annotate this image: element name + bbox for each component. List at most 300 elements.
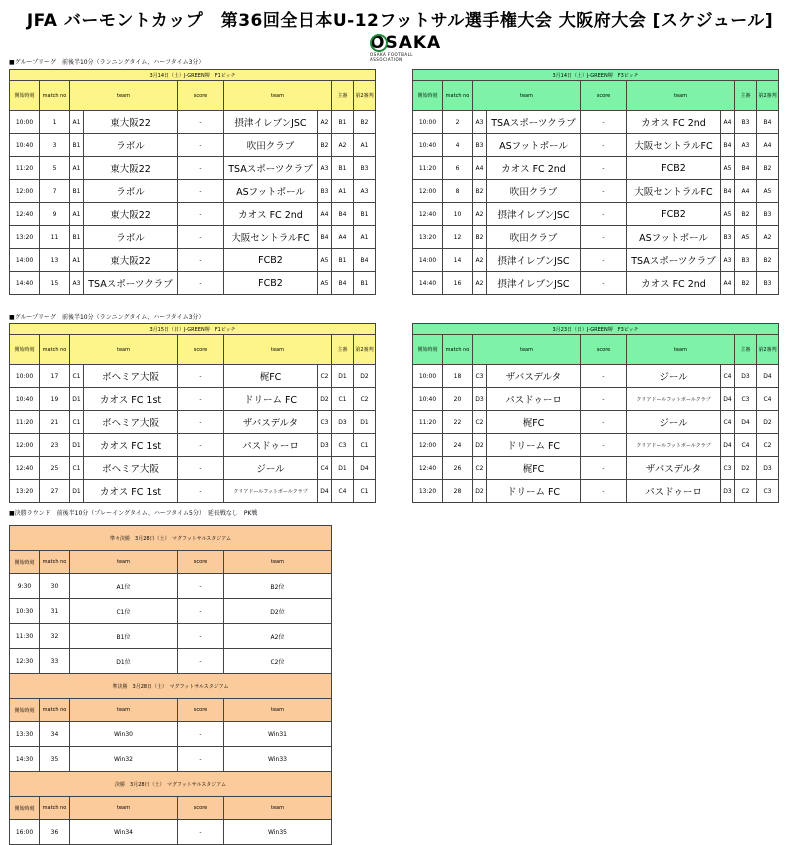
- home-team: カオス FC 1st: [84, 388, 178, 411]
- column-header: score: [178, 335, 224, 365]
- column-header: match no: [40, 335, 70, 365]
- table-row: [413, 388, 779, 411]
- away-team: クリアドールフットボールクラブ: [627, 388, 721, 411]
- table-row: [10, 388, 376, 411]
- second-referee: B2: [757, 157, 779, 180]
- second-referee: A1: [354, 134, 376, 157]
- referee: B1: [332, 249, 354, 272]
- second-referee: B2: [354, 111, 376, 134]
- group-slot: C2: [473, 457, 487, 480]
- table-row: [10, 180, 376, 203]
- table-row: [10, 411, 376, 434]
- group-slot: C3: [473, 365, 487, 388]
- away-team: ASフットボール: [627, 226, 721, 249]
- group-slot: B2: [473, 180, 487, 203]
- score: -: [178, 820, 224, 845]
- knockout-schedule-table: [9, 525, 332, 845]
- group-slot: B4: [721, 134, 735, 157]
- away-team: パスドゥーロ: [224, 434, 318, 457]
- table-row: [10, 365, 376, 388]
- column-header: 開始時刻: [10, 797, 40, 820]
- match-no: 32: [40, 624, 70, 649]
- time: 12:40: [10, 457, 40, 480]
- column-header: match no: [443, 335, 473, 365]
- column-header: team: [70, 81, 178, 111]
- time: 14:40: [413, 272, 443, 295]
- table-row: [413, 226, 779, 249]
- time: 14:00: [413, 249, 443, 272]
- referee: B3: [735, 249, 757, 272]
- table-row: [413, 411, 779, 434]
- group-slot: C1: [70, 365, 84, 388]
- table-row: [413, 480, 779, 503]
- table-row: [10, 203, 376, 226]
- home-team: ボヘミア大阪: [84, 365, 178, 388]
- score: -: [178, 649, 224, 674]
- home-slot: D1位: [70, 649, 178, 674]
- away-team: ASフットボール: [224, 180, 318, 203]
- column-header: team: [224, 699, 332, 722]
- referee: A2: [332, 134, 354, 157]
- second-referee: A1: [354, 226, 376, 249]
- home-team: 吹田クラブ: [487, 226, 581, 249]
- referee: D3: [332, 411, 354, 434]
- column-header: match no: [443, 81, 473, 111]
- match-no: 4: [443, 134, 473, 157]
- match-no: 28: [443, 480, 473, 503]
- home-team: 東大阪22: [84, 111, 178, 134]
- referee: B4: [332, 203, 354, 226]
- score: -: [581, 157, 627, 180]
- referee: C1: [332, 388, 354, 411]
- group-slot: B1: [70, 226, 84, 249]
- score: -: [178, 457, 224, 480]
- home-slot: Win30: [70, 722, 178, 747]
- second-referee: A4: [757, 134, 779, 157]
- group-slot: D1: [70, 480, 84, 503]
- referee: A1: [332, 180, 354, 203]
- score: -: [581, 134, 627, 157]
- home-team: 東大阪22: [84, 249, 178, 272]
- column-header: 開始時刻: [10, 699, 40, 722]
- group-slot: A5: [721, 203, 735, 226]
- score: -: [178, 272, 224, 295]
- time: 11:20: [10, 411, 40, 434]
- osaka-fa-logo: [370, 33, 442, 62]
- column-header: match no: [40, 797, 70, 820]
- score: -: [178, 480, 224, 503]
- match-no: 19: [40, 388, 70, 411]
- column-header: 開始時刻: [413, 81, 443, 111]
- match-no: 21: [40, 411, 70, 434]
- home-team: ボヘミア大阪: [84, 457, 178, 480]
- table-row: [10, 226, 376, 249]
- group-slot: C4: [318, 457, 332, 480]
- away-slot: Win35: [224, 820, 332, 845]
- group-slot: D4: [721, 388, 735, 411]
- second-referee: C3: [757, 480, 779, 503]
- column-header: team: [70, 335, 178, 365]
- score: -: [581, 411, 627, 434]
- away-slot: D2位: [224, 599, 332, 624]
- group-slot: B2: [318, 134, 332, 157]
- group-slot: A1: [70, 157, 84, 180]
- group-slot: B1: [70, 180, 84, 203]
- referee: B1: [332, 111, 354, 134]
- time: 10:40: [10, 388, 40, 411]
- second-referee: D4: [757, 365, 779, 388]
- match-no: 20: [443, 388, 473, 411]
- table-header: 3月14日（土）J-GREEN堺 F1ピッチ: [10, 70, 376, 81]
- score: -: [178, 599, 224, 624]
- table-row: [10, 457, 376, 480]
- table-row: [10, 434, 376, 457]
- group-slot: B3: [721, 226, 735, 249]
- table-row: [413, 457, 779, 480]
- table-row: [413, 203, 779, 226]
- time: 14:30: [10, 747, 40, 772]
- group-slot: A4: [473, 157, 487, 180]
- referee: A4: [735, 180, 757, 203]
- column-header: team: [627, 81, 735, 111]
- round-header: 準決勝 3月28日（土） マグフットサルスタジアム: [10, 674, 332, 699]
- away-team: FCB2: [224, 249, 318, 272]
- match-no: 9: [40, 203, 70, 226]
- group-slot: A3: [721, 249, 735, 272]
- group-slot: D3: [318, 434, 332, 457]
- column-header: match no: [40, 699, 70, 722]
- referee: A3: [735, 134, 757, 157]
- match-no: 8: [443, 180, 473, 203]
- page-title: JFA バーモントカップ 第36回全日本U-12フットサル選手権大会 大阪府大会 [スケジュール]: [26, 11, 774, 31]
- table-row: [10, 649, 332, 674]
- referee: C3: [735, 388, 757, 411]
- column-header: 主審: [332, 335, 354, 365]
- referee: D1: [332, 365, 354, 388]
- home-team: ボヘミア大阪: [84, 411, 178, 434]
- second-referee: B3: [757, 272, 779, 295]
- home-slot: C1位: [70, 599, 178, 624]
- group-slot: A2: [473, 249, 487, 272]
- group-slot: D2: [473, 434, 487, 457]
- second-referee: C1: [354, 480, 376, 503]
- time: 11:20: [413, 157, 443, 180]
- match-no: 6: [443, 157, 473, 180]
- home-slot: B1位: [70, 624, 178, 649]
- time: 9:30: [10, 574, 40, 599]
- away-team: カオス FC 2nd: [627, 272, 721, 295]
- away-team: クリアドールフットボールクラブ: [224, 480, 318, 503]
- table-header: 3月23日（日）J-GREEN堺 F3ピッチ: [413, 324, 779, 335]
- group-slot: A1: [70, 111, 84, 134]
- column-header: team: [224, 81, 332, 111]
- group-slot: C2: [318, 365, 332, 388]
- match-no: 13: [40, 249, 70, 272]
- away-team: 梶FC: [224, 365, 318, 388]
- group-slot: D4: [318, 480, 332, 503]
- group-slot: D3: [721, 480, 735, 503]
- home-team: 東大阪22: [84, 157, 178, 180]
- second-referee: D3: [757, 457, 779, 480]
- away-team: ジール: [627, 411, 721, 434]
- away-team: ザバスデルタ: [627, 457, 721, 480]
- column-header: match no: [40, 551, 70, 574]
- score: -: [178, 111, 224, 134]
- score: -: [581, 388, 627, 411]
- referee: C3: [332, 434, 354, 457]
- match-no: 1: [40, 111, 70, 134]
- column-header: 第2審判: [354, 81, 376, 111]
- time: 10:00: [413, 111, 443, 134]
- away-team: TSAスポーツクラブ: [224, 157, 318, 180]
- column-header: team: [224, 551, 332, 574]
- group-slot: D1: [70, 388, 84, 411]
- score: -: [178, 365, 224, 388]
- match-no: 27: [40, 480, 70, 503]
- score: -: [178, 722, 224, 747]
- group-slot: C3: [721, 457, 735, 480]
- match-no: 12: [443, 226, 473, 249]
- group-slot: D4: [721, 434, 735, 457]
- away-slot: B2位: [224, 574, 332, 599]
- score: -: [178, 747, 224, 772]
- score: -: [178, 434, 224, 457]
- column-header: score: [581, 81, 627, 111]
- column-header: score: [178, 551, 224, 574]
- second-referee: B4: [354, 249, 376, 272]
- group-slot: C2: [473, 411, 487, 434]
- second-referee: A5: [757, 180, 779, 203]
- match-no: 17: [40, 365, 70, 388]
- time: 11:20: [10, 157, 40, 180]
- home-team: 吹田クラブ: [487, 180, 581, 203]
- group-slot: D2: [473, 480, 487, 503]
- away-team: 摂津イレブンJSC: [224, 111, 318, 134]
- home-team: ドリーム FC: [487, 434, 581, 457]
- group-slot: A4: [721, 111, 735, 134]
- table-row: [10, 820, 332, 845]
- column-header: team: [627, 335, 735, 365]
- group-note-1: ■グループリーグ 前後半10分（ランニングタイム、ハーフタイム3分）: [9, 59, 205, 66]
- group-slot: D3: [473, 388, 487, 411]
- group-slot: B4: [318, 226, 332, 249]
- away-slot: Win33: [224, 747, 332, 772]
- referee: C4: [735, 434, 757, 457]
- match-no: 34: [40, 722, 70, 747]
- match-no: 14: [443, 249, 473, 272]
- referee: C4: [332, 480, 354, 503]
- second-referee: A3: [354, 180, 376, 203]
- match-no: 23: [40, 434, 70, 457]
- match-no: 7: [40, 180, 70, 203]
- table-row: [413, 157, 779, 180]
- table-row: [413, 272, 779, 295]
- time: 12:00: [10, 434, 40, 457]
- match-no: 2: [443, 111, 473, 134]
- group-slot: A5: [721, 157, 735, 180]
- group-schedule-table: [412, 69, 779, 295]
- time: 13:20: [413, 226, 443, 249]
- away-team: カオス FC 2nd: [224, 203, 318, 226]
- second-referee: B1: [354, 272, 376, 295]
- home-team: ラボル: [84, 180, 178, 203]
- match-no: 24: [443, 434, 473, 457]
- column-header: 第2審判: [354, 335, 376, 365]
- group-slot: A3: [70, 272, 84, 295]
- group-slot: A2: [318, 111, 332, 134]
- score: -: [178, 203, 224, 226]
- match-no: 22: [443, 411, 473, 434]
- home-team: ラボル: [84, 134, 178, 157]
- home-team: 摂津イレブンJSC: [487, 249, 581, 272]
- second-referee: A2: [757, 226, 779, 249]
- score: -: [581, 434, 627, 457]
- time: 10:30: [10, 599, 40, 624]
- group-slot: B4: [721, 180, 735, 203]
- time: 10:00: [10, 365, 40, 388]
- match-no: 31: [40, 599, 70, 624]
- group-slot: A2: [473, 203, 487, 226]
- group-schedule-table: [412, 323, 779, 503]
- referee: D1: [332, 457, 354, 480]
- second-referee: B3: [354, 157, 376, 180]
- home-team: TSAスポーツクラブ: [487, 111, 581, 134]
- home-slot: Win32: [70, 747, 178, 772]
- time: 14:00: [10, 249, 40, 272]
- home-team: 摂津イレブンJSC: [487, 272, 581, 295]
- group-schedule-table: [9, 323, 376, 503]
- home-team: 摂津イレブンJSC: [487, 203, 581, 226]
- away-team: 吹田クラブ: [224, 134, 318, 157]
- group-schedule-table: [9, 69, 376, 295]
- referee: B4: [735, 157, 757, 180]
- referee: B3: [735, 111, 757, 134]
- score: -: [178, 249, 224, 272]
- column-header: score: [178, 699, 224, 722]
- second-referee: C4: [757, 388, 779, 411]
- column-header: score: [178, 81, 224, 111]
- table-row: [10, 272, 376, 295]
- score: -: [581, 365, 627, 388]
- second-referee: D2: [757, 411, 779, 434]
- column-header: team: [70, 551, 178, 574]
- score: -: [581, 226, 627, 249]
- second-referee: C2: [354, 388, 376, 411]
- away-team: ジール: [627, 365, 721, 388]
- away-slot: Win31: [224, 722, 332, 747]
- match-no: 35: [40, 747, 70, 772]
- match-no: 30: [40, 574, 70, 599]
- home-team: ASフットボール: [487, 134, 581, 157]
- knockout-note: ■決勝ラウンド 前後半10分（プレーイングタイム、ハーフタイム5分） 延長戦なし PK戦: [9, 510, 258, 517]
- home-team: ザバスデルタ: [487, 365, 581, 388]
- group-slot: C1: [70, 411, 84, 434]
- away-team: TSAスポーツクラブ: [627, 249, 721, 272]
- referee: D4: [735, 411, 757, 434]
- match-no: 16: [443, 272, 473, 295]
- time: 13:30: [10, 722, 40, 747]
- home-slot: Win34: [70, 820, 178, 845]
- referee: B2: [735, 272, 757, 295]
- home-team: 梶FC: [487, 411, 581, 434]
- second-referee: B1: [354, 203, 376, 226]
- group-slot: C1: [70, 457, 84, 480]
- column-header: team: [224, 797, 332, 820]
- match-no: 15: [40, 272, 70, 295]
- referee: B2: [735, 203, 757, 226]
- column-header: 開始時刻: [10, 335, 40, 365]
- away-team: ザバスデルタ: [224, 411, 318, 434]
- score: -: [581, 457, 627, 480]
- column-header: score: [178, 797, 224, 820]
- away-team: ジール: [224, 457, 318, 480]
- group-slot: A5: [318, 249, 332, 272]
- time: 12:40: [10, 203, 40, 226]
- column-header: 主審: [735, 81, 757, 111]
- column-header: 主審: [735, 335, 757, 365]
- score: -: [178, 180, 224, 203]
- group-slot: A3: [473, 111, 487, 134]
- score: -: [178, 411, 224, 434]
- away-slot: A2位: [224, 624, 332, 649]
- column-header: team: [473, 81, 581, 111]
- away-team: FCB2: [224, 272, 318, 295]
- time: 12:00: [413, 180, 443, 203]
- score: -: [581, 249, 627, 272]
- group-slot: C4: [721, 411, 735, 434]
- table-row: [413, 111, 779, 134]
- home-slot: A1位: [70, 574, 178, 599]
- match-no: 10: [443, 203, 473, 226]
- table-header: 3月14日（土）J-GREEN堺 F3ピッチ: [413, 70, 779, 81]
- round-header: 準々決勝 3月28日（土） マグフットサルスタジアム: [10, 526, 332, 551]
- group-slot: A1: [70, 249, 84, 272]
- referee: D3: [735, 365, 757, 388]
- match-no: 33: [40, 649, 70, 674]
- home-team: カオス FC 1st: [84, 434, 178, 457]
- home-team: パスドゥーロ: [487, 388, 581, 411]
- score: -: [581, 203, 627, 226]
- score: -: [178, 134, 224, 157]
- table-row: [413, 134, 779, 157]
- column-header: 開始時刻: [10, 81, 40, 111]
- time: 10:00: [10, 111, 40, 134]
- match-no: 26: [443, 457, 473, 480]
- home-team: 梶FC: [487, 457, 581, 480]
- time: 13:20: [10, 226, 40, 249]
- away-team: パスドゥーロ: [627, 480, 721, 503]
- logo-text: OSAKA: [370, 33, 442, 53]
- score: -: [178, 624, 224, 649]
- group-slot: C3: [318, 411, 332, 434]
- time: 12:00: [10, 180, 40, 203]
- table-row: [10, 722, 332, 747]
- score: -: [178, 574, 224, 599]
- time: 11:30: [10, 624, 40, 649]
- table-row: [10, 157, 376, 180]
- second-referee: C2: [757, 434, 779, 457]
- away-slot: C2位: [224, 649, 332, 674]
- column-header: match no: [40, 81, 70, 111]
- group-slot: A5: [318, 272, 332, 295]
- second-referee: B3: [757, 203, 779, 226]
- column-header: 第2審判: [757, 335, 779, 365]
- second-referee: C1: [354, 434, 376, 457]
- referee: B1: [332, 157, 354, 180]
- home-team: TSAスポーツクラブ: [84, 272, 178, 295]
- group-slot: C4: [721, 365, 735, 388]
- group-slot: A1: [70, 203, 84, 226]
